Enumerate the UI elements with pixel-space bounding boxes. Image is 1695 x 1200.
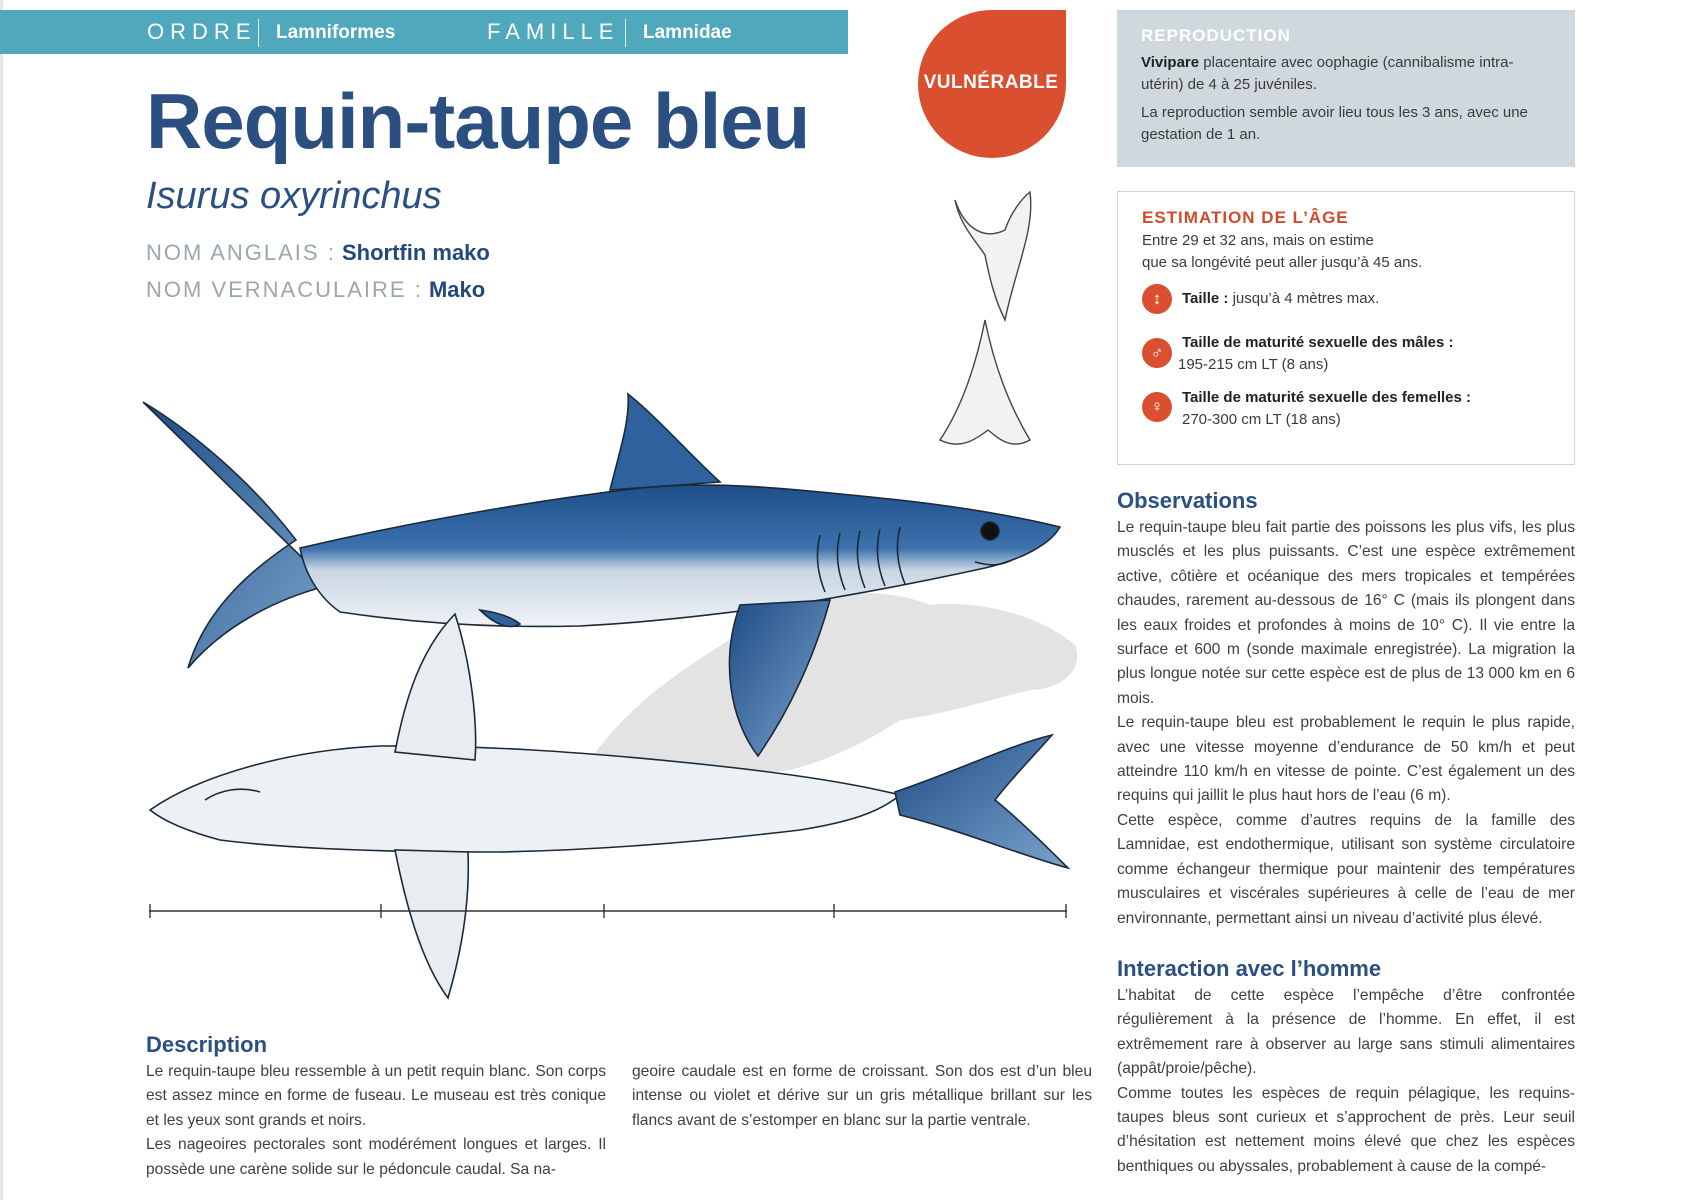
tail-fin — [143, 402, 330, 668]
scale-bar — [149, 904, 1067, 918]
size-row — [1182, 288, 1379, 310]
description-col-1 — [146, 1060, 606, 1182]
reproduction-title: REPRODUCTION — [1141, 26, 1291, 45]
ventral-pectoral-lower — [395, 850, 468, 998]
ventral-pectoral-upper — [395, 614, 476, 760]
size-label: Taille : — [1182, 290, 1229, 307]
famille-label: FAMILLE — [487, 19, 620, 44]
age-intro-1: Entre 29 et 32 ans, mais on estime — [1142, 232, 1374, 249]
ordre-label: ORDRE — [147, 19, 257, 44]
female-maturity-row — [1182, 387, 1471, 431]
description-paragraph: Les nageoires pectorales sont modérément longues et larges. Il possède une carène solide sur le pédoncule caudal. Sa na- — [146, 1136, 606, 1178]
tooth-lower — [940, 320, 1030, 444]
ventral-tail-fin — [895, 735, 1068, 868]
ordre-value: Lamniformes — [276, 22, 396, 43]
reproduction-text-1 — [1141, 52, 1551, 96]
observations-paragraph: Le requin-taupe bleu fait partie des poissons les plus vifs, les plus musclés et les plus puissants. C’est une espèce extrêmement active, côtière et océanique des mers tropicales et tempérées chaudes, rarement au-dessous de 16° C (mais ils plongent dans les eaux froides et profondes à moins de 10° C). Il vie entre la surface et 600 m (sonde maximale enregistrée). La migration la plus longue notée sur cette espèce est de plus de 13 000 km en 6 mois. — [1117, 519, 1575, 707]
observations-heading: Observations — [1117, 488, 1258, 513]
shark-eye — [981, 522, 999, 540]
size-value: jusqu’à 4 mètres max. — [1228, 290, 1380, 307]
tooth-upper — [955, 192, 1031, 320]
status-label: VULNÉRABLE — [923, 72, 1059, 93]
interaction-paragraph: L’habitat de cette espèce l’empêche d’être confrontée régulièrement à la présence de l’homme. En effet, il est extrêmement rare à observer au large sans stimuli alimentaires (appât/proie/pêche). — [1117, 987, 1575, 1078]
male-maturity-row — [1178, 332, 1454, 376]
dorsal-fin — [610, 394, 720, 490]
observations-paragraph: Le requin-taupe bleu est probablement le requin le plus rapide, avec une vitesse moyenne d’endurance de 50 km/h et peut atteindre 110 km/h en vitesse de pointe. C’est également un des requins qui jaillit le plus haut hors de l’eau (6 m). — [1117, 714, 1575, 805]
observations-paragraph: Cette espèce, comme d’autres requins de la famille des Lamnidae, est endothermique, utilisant son système circulatoire comme échangeur thermique pour maintenir des températures musculaires et viscérales supérieures à celle de l’eau de mer environnante, permettant ainsi un niveau d’activité plus élevé. — [1117, 811, 1575, 927]
description-paragraph: geoire caudale est en forme de croissant. Son dos est d’un bleu intense ou violet et dérive sur un gris métallique brillant sur les flancs avant de s’estomper en blanc sur la partie ventrale. — [632, 1063, 1092, 1129]
vernacular-name-value: Mako — [428, 277, 486, 302]
description-heading: Description — [146, 1032, 268, 1057]
female-icon: ♀ — [1142, 392, 1172, 422]
male-maturity-value: 195-215 cm LT (8 ans) — [1178, 356, 1329, 373]
scientific-name: Isurus oxyrinchus — [146, 175, 442, 217]
female-maturity-label: Taille de maturité sexuelle des femelles : — [1182, 389, 1472, 406]
description-col-2 — [632, 1060, 1092, 1133]
interaction-heading: Interaction avec l’homme — [1117, 956, 1382, 981]
reproduction-rest: placentaire avec oophagie (cannibalisme intra-utérin) de 4 à 25 juvéniles. — [1141, 54, 1514, 93]
famille-value: Lamnidae — [643, 22, 732, 43]
size-icon: ↕ — [1142, 284, 1172, 314]
male-icon: ♂ — [1142, 338, 1172, 368]
age-title: ESTIMATION DE L’ÂGE — [1142, 208, 1349, 227]
interaction-text — [1117, 984, 1575, 1179]
reproduction-bold: Vivipare — [1141, 54, 1200, 71]
english-name-value: Shortfin mako — [341, 240, 490, 265]
age-intro-2: que sa longévité peut aller jusqu’à 45 ans. — [1142, 254, 1423, 271]
vernacular-name-label: NOM VERNACULAIRE : — [146, 277, 423, 302]
description-paragraph: Le requin-taupe bleu ressemble à un petit requin blanc. Son corps est assez mince en forme de fuseau. Le museau est très conique et les yeux sont grands et noirs. — [146, 1063, 606, 1129]
interaction-paragraph: Comme toutes les espèces de requin pélagique, les requins-taupes bleus sont curieux et s’approchent de près. Leur seuil d’hésitation est nettement moins élevé que chez les espèces benthiques ou abyssales, probablement à cause de la compé- — [1117, 1084, 1575, 1175]
reproduction-box — [1117, 10, 1575, 167]
observations-text — [1117, 516, 1575, 931]
english-name-label: NOM ANGLAIS : — [146, 240, 336, 265]
shark-teeth — [940, 192, 1031, 444]
female-maturity-value: 270-300 cm LT (18 ans) — [1182, 411, 1341, 428]
reproduction-text-2: La reproduction semble avoir lieu tous les 3 ans, avec une gestation de 1 an. — [1141, 104, 1528, 143]
male-maturity-label: Taille de maturité sexuelle des mâles : — [1182, 334, 1454, 351]
age-estimation-box — [1117, 191, 1575, 465]
page-title: Requin-taupe bleu — [146, 77, 810, 165]
